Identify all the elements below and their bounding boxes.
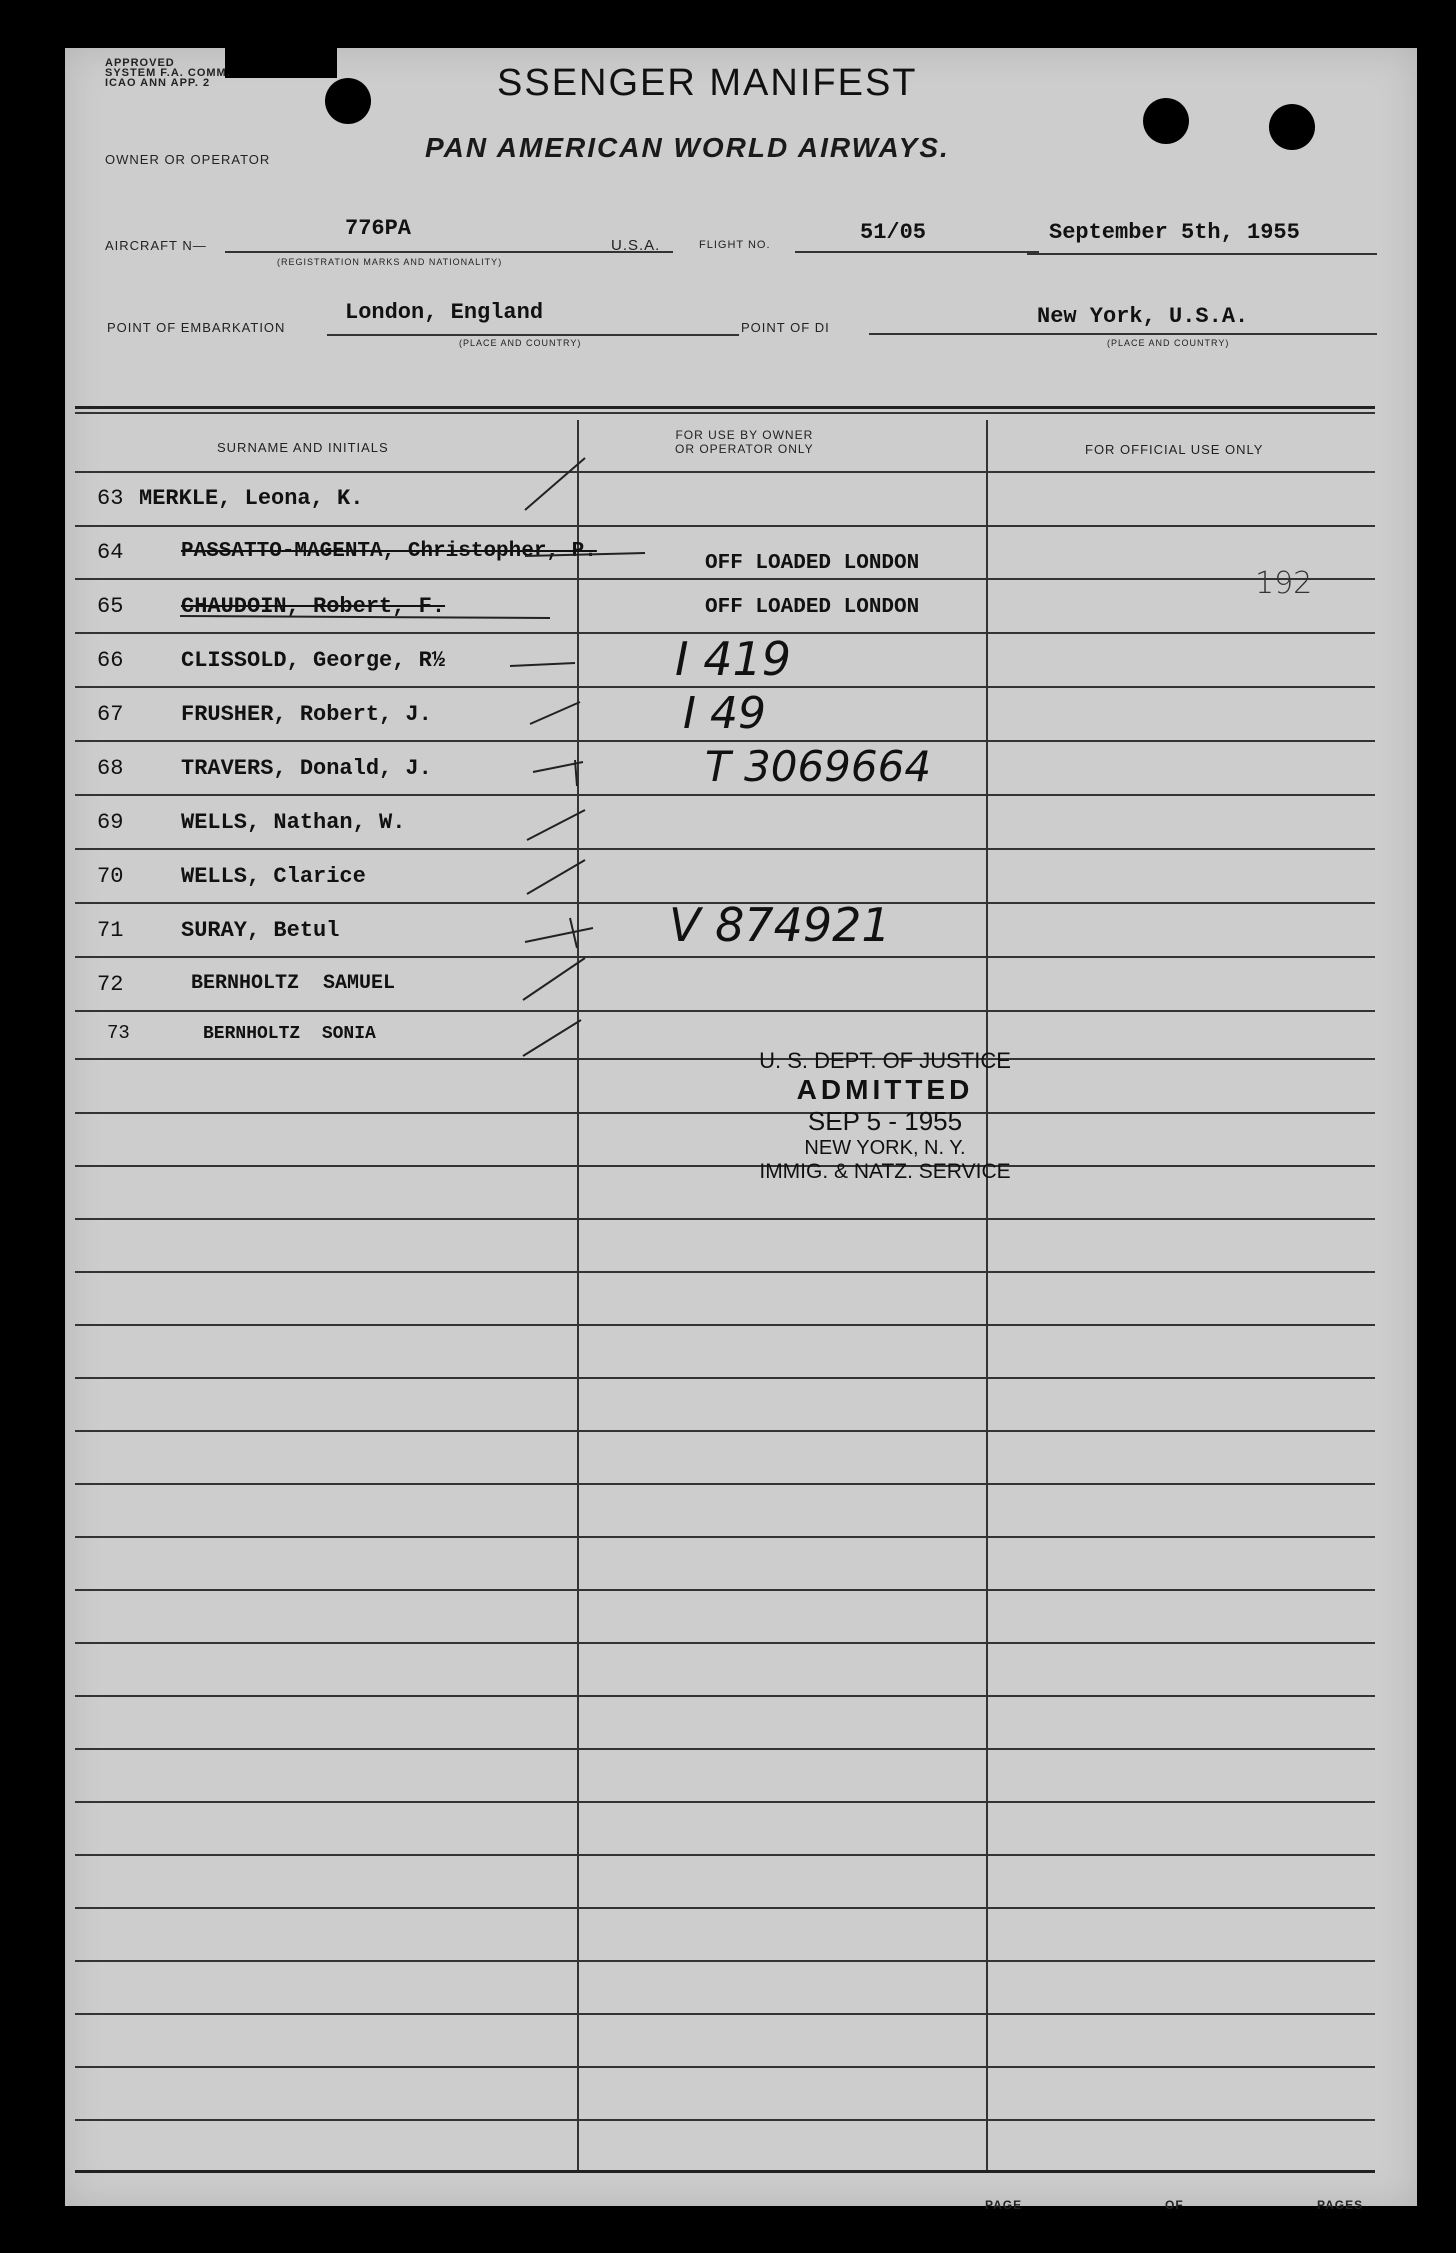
check-mark [525, 918, 593, 948]
embark-value: London, England [345, 300, 544, 325]
check-mark [525, 553, 645, 556]
row-rule [75, 1536, 1375, 1538]
owner-note: OFF LOADED LONDON [705, 596, 920, 619]
approval-line-3: ICAO ANN APP. 2 [105, 77, 211, 89]
check-mark [523, 958, 585, 1000]
page-label: PAGE [985, 2198, 1023, 2212]
usa-label: U.S.A. [611, 237, 661, 254]
owner-value: PAN AMERICAN WORLD AIRWAYS. [425, 132, 950, 163]
passenger-name: SURAY, Betul [181, 918, 340, 943]
row-number: 70 [97, 864, 124, 889]
stamp-date: SEP 5 - 1955 [807, 1106, 963, 1136]
row-rule [75, 1748, 1375, 1750]
row-number: 66 [97, 648, 124, 673]
row-number: 65 [97, 594, 124, 619]
passenger-name: BERNHOLTZ SAMUEL [191, 972, 396, 995]
row-number: 64 [97, 540, 124, 565]
row-rule [75, 1430, 1375, 1432]
embark-label: POINT OF EMBARKATION [107, 320, 286, 335]
row-number: 71 [97, 918, 124, 943]
date-value: September 5th, 1955 [1049, 220, 1300, 245]
flight-label: FLIGHT NO. [699, 239, 771, 251]
disembark-label: POINT OF DI [741, 320, 830, 335]
row-number: 72 [97, 972, 124, 997]
row-rule [75, 1271, 1375, 1273]
row-number: 67 [97, 702, 124, 727]
row-rule [75, 1907, 1375, 1909]
row-rule [75, 1960, 1375, 1962]
passenger-name: PASSATTO-MAGENTA, Christopher, P. [181, 540, 597, 563]
handwritten-code: I 419 [675, 632, 791, 686]
passenger-name: WELLS, Clarice [181, 864, 366, 889]
check-mark [530, 702, 580, 724]
of-label: OF [1165, 2198, 1184, 2212]
check-mark [525, 458, 585, 510]
row-rule [75, 1218, 1375, 1220]
row-number: 73 [107, 1022, 130, 1044]
row-rule [75, 1377, 1375, 1379]
table-bottom-rule [75, 2170, 1375, 2173]
passenger-name: TRAVERS, Donald, J. [181, 756, 432, 781]
column-header-official: FOR OFFICIAL USE ONLY [1085, 442, 1264, 457]
form-title: SSENGER MANIFEST [497, 62, 918, 104]
owner-label: OWNER OR OPERATOR [105, 152, 271, 167]
pages-label: PAGES [1317, 2198, 1364, 2212]
row-rule [75, 2119, 1375, 2121]
handwritten-code: T 3069664 [705, 742, 932, 791]
stamp-admitted: ADMITTED [796, 1074, 974, 1105]
aircraft-label: AIRCRAFT N— [105, 238, 207, 253]
row-number: 63 [97, 486, 124, 511]
stamp-dept: U. S. DEPT. OF JUSTICE [759, 1048, 1011, 1073]
check-mark [527, 860, 585, 894]
row-number: 69 [97, 810, 124, 835]
row-rule [75, 2066, 1375, 2068]
stamp-service: IMMIG. & NATZ. SERVICE [759, 1160, 1011, 1183]
passenger-name: CLISSOLD, George, R½ [181, 648, 446, 673]
check-mark [510, 663, 575, 666]
row-rule [75, 1695, 1375, 1697]
column-header-surname: SURNAME AND INITIALS [217, 440, 389, 455]
admitted-stamp [715, 1048, 1055, 1184]
check-mark [523, 1020, 581, 1056]
approval-line-2: SYSTEM F.A. COMM. [105, 67, 231, 79]
row-rule [75, 1801, 1375, 1803]
row-rule [75, 1589, 1375, 1591]
passenger-name: MERKLE, Leona, K. [139, 486, 364, 511]
disembark-caption: (PLACE AND COUNTRY) [1107, 338, 1230, 348]
row-rule [75, 1483, 1375, 1485]
disembark-value: New York, U.S.A. [1037, 304, 1249, 329]
check-mark [533, 760, 583, 786]
passenger-name: FRUSHER, Robert, J. [181, 702, 432, 727]
passenger-name: WELLS, Nathan, W. [181, 810, 406, 835]
owner-note: OFF LOADED LONDON [705, 552, 920, 575]
aircraft-caption: (REGISTRATION MARKS AND NATIONALITY) [277, 257, 503, 267]
stamp-city: NEW YORK, N. Y. [804, 1137, 966, 1159]
handwritten-code: V 874921 [669, 898, 891, 952]
passenger-name: CHAUDOIN, Robert, F. [181, 594, 446, 619]
row-number: 68 [97, 756, 124, 781]
check-marks [65, 48, 1417, 1148]
row-rule [75, 1642, 1375, 1644]
column-header-owner-use-line2: OR OPERATOR ONLY [675, 442, 814, 456]
embark-caption: (PLACE AND COUNTRY) [459, 338, 582, 348]
row-rule [75, 1324, 1375, 1326]
handwritten-code: I 49 [683, 688, 766, 739]
approval-line-1: APPROVED [105, 57, 175, 69]
column-header-owner-use-line1: FOR USE BY OWNER [675, 428, 814, 442]
passenger-name: BERNHOLTZ SONIA [203, 1024, 376, 1044]
check-mark [527, 810, 585, 840]
flight-value: 51/05 [860, 220, 927, 245]
check-mark [180, 616, 550, 618]
row-rule [75, 2013, 1375, 2015]
official-note: 192 [1255, 566, 1313, 601]
manifest-sheet [65, 48, 1417, 2212]
row-rule [75, 1854, 1375, 1856]
aircraft-value: 776PA [345, 216, 412, 241]
